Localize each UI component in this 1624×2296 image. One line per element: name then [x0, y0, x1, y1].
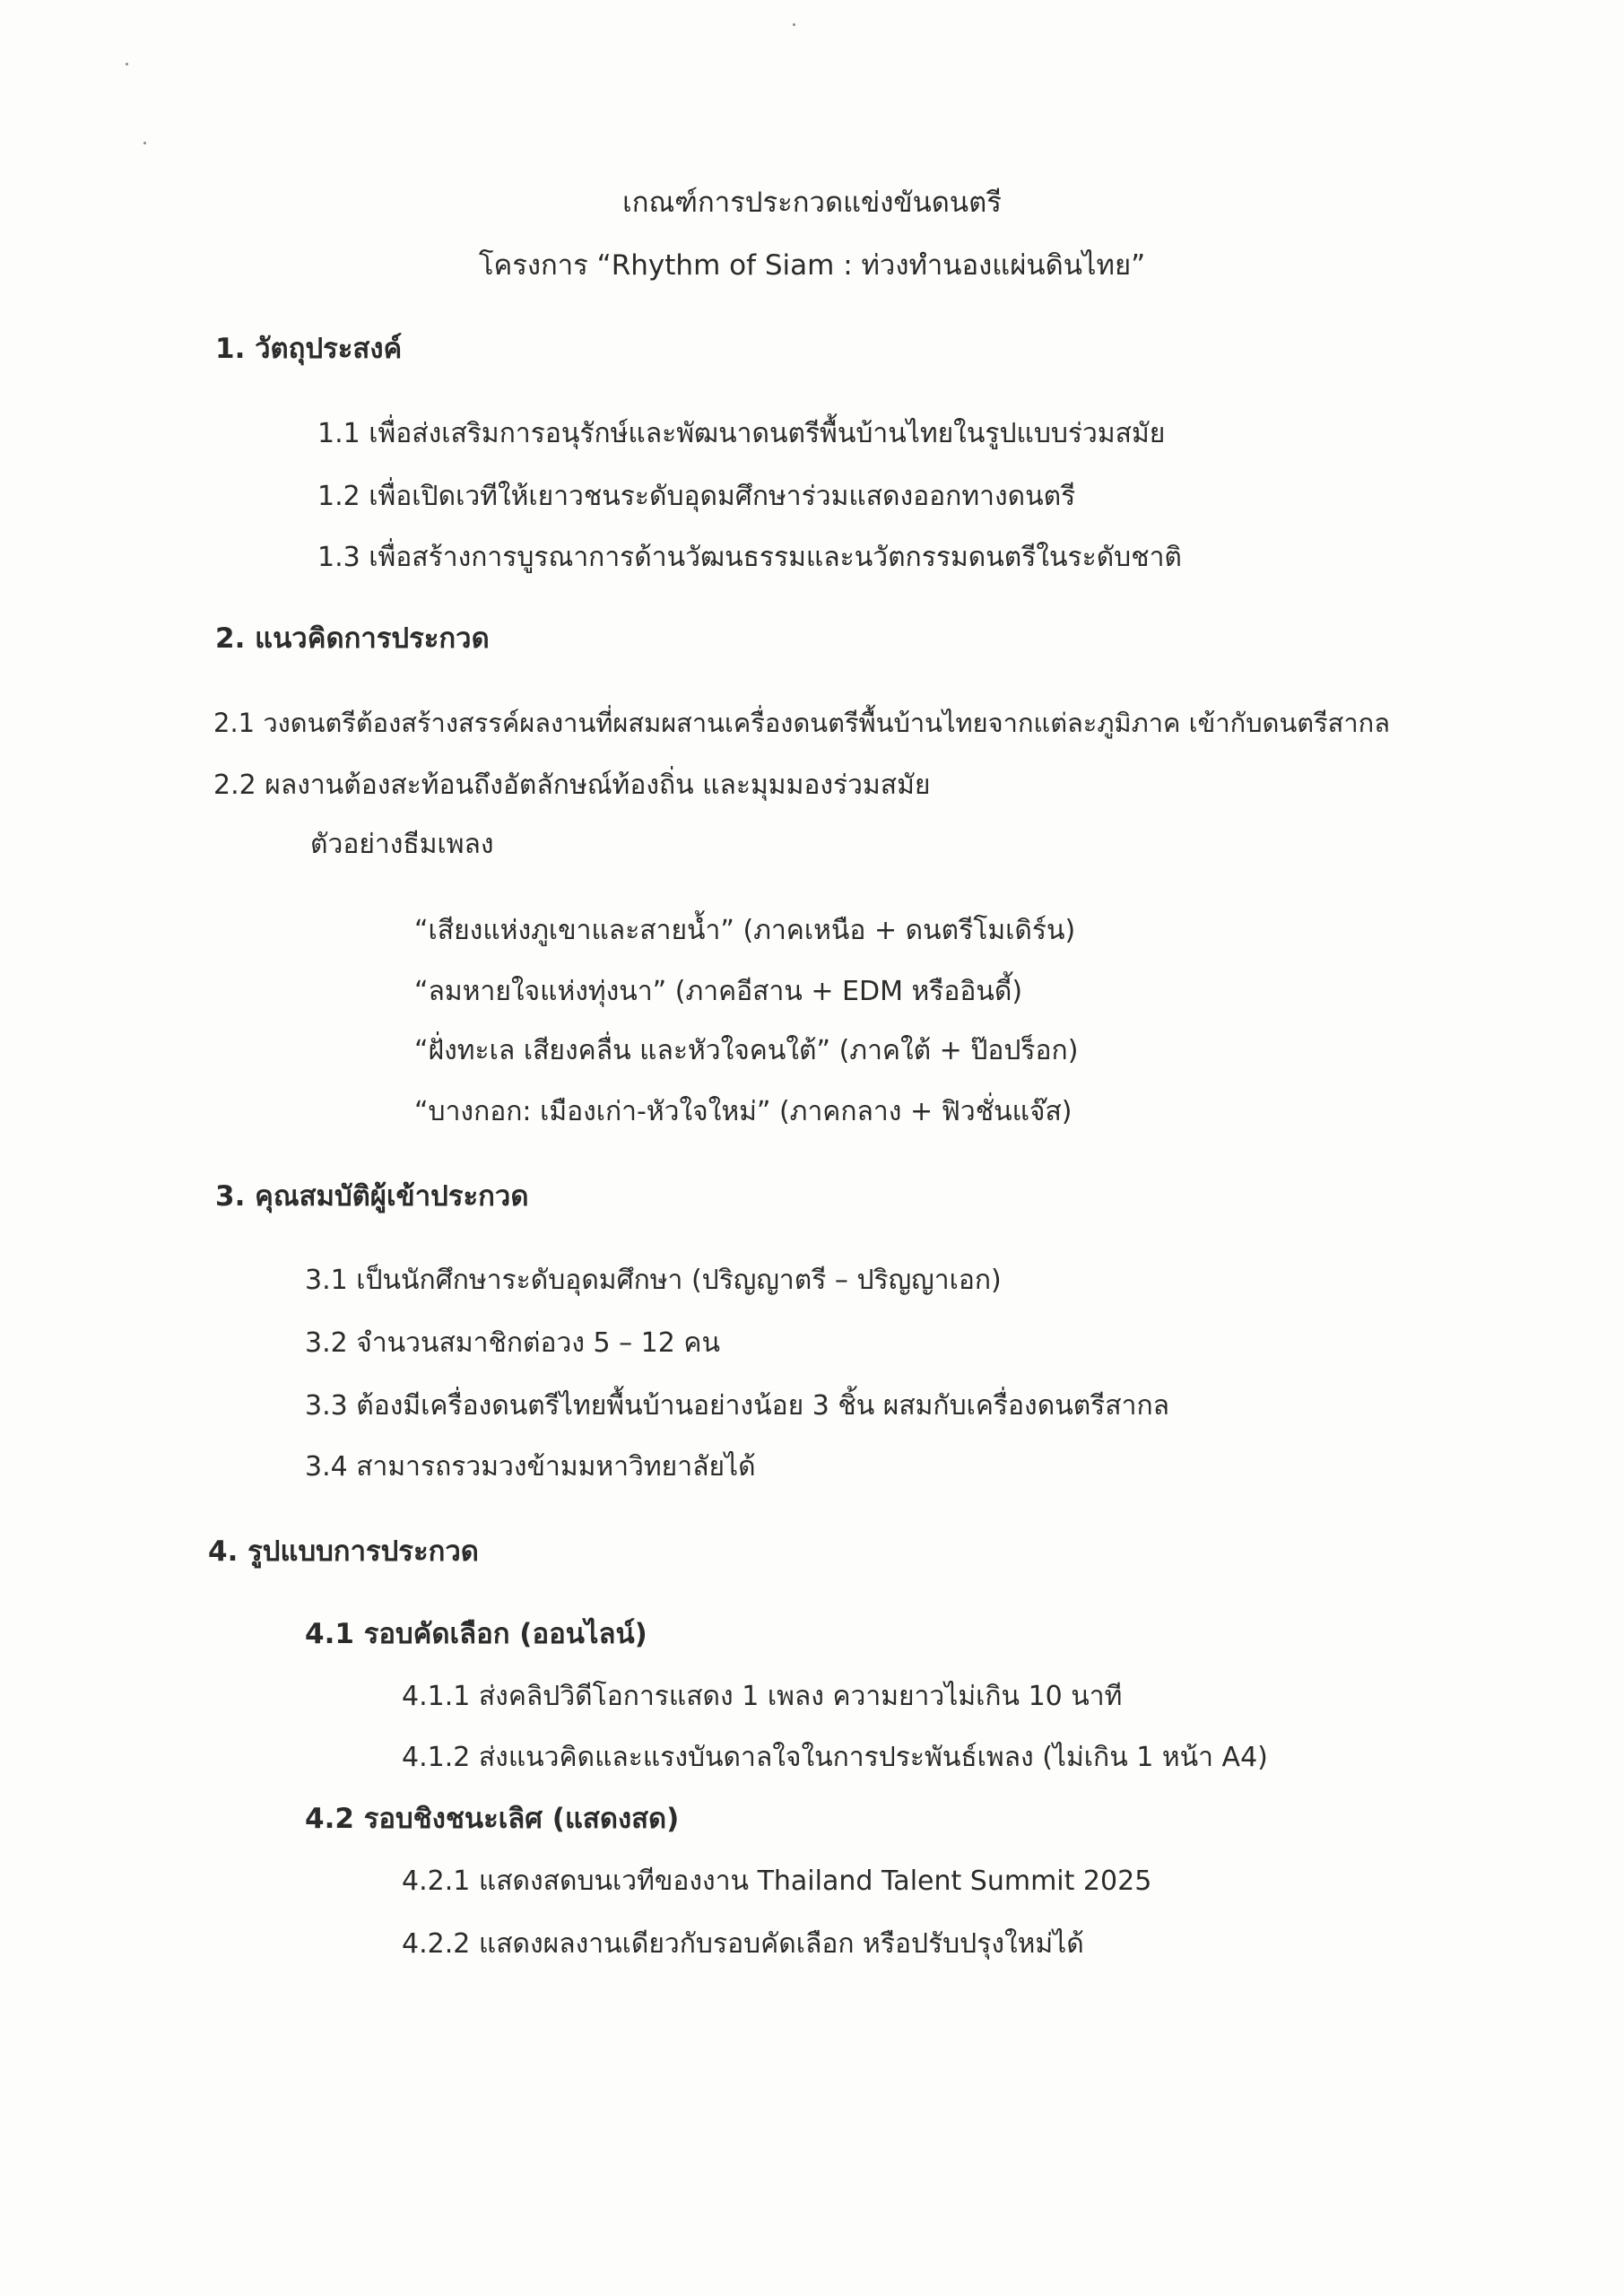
scan-speck — [793, 23, 795, 26]
example-theme: “ฝั่งทะเล เสียงคลื่น และหัวใจคนใต้” (ภาคใต้ + ป๊อปร็อก) — [414, 1035, 1079, 1066]
example-theme: “เสียงแห่งภูเขาและสายน้ำ” (ภาคเหนือ + ดนตรีโมเดิร์น) — [414, 915, 1076, 946]
example-theme: “ลมหายใจแห่งทุ่งนา” (ภาคอีสาน + EDM หรืออินดี้) — [414, 976, 1023, 1007]
section-4-heading: 4. รูปแบบการประกวด — [208, 1535, 479, 1568]
qualification-item: 3.2 จำนวนสมาชิกต่อวง 5 – 12 คน — [305, 1327, 720, 1359]
qualification-item: 3.3 ต้องมีเครื่องดนตรีไทยพื้นบ้านอย่างน้อย 3 ชิ้น ผสมกับเครื่องดนตรีสากล — [305, 1390, 1169, 1422]
examples-label: ตัวอย่างธีมเพลง — [310, 829, 494, 860]
round-1-item: 4.1.2 ส่งแนวคิดและแรงบันดาลใจในการประพันธ์เพลง (ไม่เกิน 1 หน้า A4) — [402, 1742, 1268, 1773]
round-1-item: 4.1.1 ส่งคลิปวิดีโอการแสดง 1 เพลง ความยาวไม่เกิน 10 นาที — [402, 1681, 1123, 1712]
scan-speck — [126, 63, 128, 65]
section-1-heading: 1. วัตถุประสงค์ — [215, 333, 403, 365]
objective-item: 1.2 เพื่อเปิดเวทีให้เยาวชนระดับอุดมศึกษาร่วมแสดงออกทางดนตรี — [317, 481, 1076, 512]
document-title-line2: โครงการ “Rhythm of Siam : ท่วงทำนองแผ่นดินไทย” — [478, 249, 1146, 282]
qualification-item: 3.4 สามารถรวมวงข้ามมหาวิทยาลัยได้ — [305, 1451, 756, 1483]
round-1-heading: 4.1 รอบคัดเลือก (ออนไลน์) — [305, 1618, 647, 1650]
section-3-heading: 3. คุณสมบัติผู้เข้าประกวด — [215, 1180, 529, 1213]
round-2-item: 4.2.1 แสดงสดบนเวทีของงาน Thailand Talent Summit 2025 — [402, 1866, 1152, 1897]
round-2-heading: 4.2 รอบชิงชนะเลิศ (แสดงสด) — [305, 1803, 680, 1835]
section-2-heading: 2. แนวคิดการประกวด — [215, 622, 490, 655]
concept-item: 2.2 ผลงานต้องสะท้อนถึงอัตลักษณ์ท้องถิ่น และมุมมองร่วมสมัย — [213, 770, 931, 801]
document-title-line1: เกณฑ์การประกวดแข่งขันดนตรี — [622, 187, 1002, 219]
objective-item: 1.1 เพื่อส่งเสริมการอนุรักษ์และพัฒนาดนตรีพื้นบ้านไทยในรูปแบบร่วมสมัย — [317, 418, 1166, 449]
example-theme: “บางกอก: เมืองเก่า-หัวใจใหม่” (ภาคกลาง + ฟิวชั่นแจ๊ส) — [414, 1096, 1073, 1127]
round-2-item: 4.2.2 แสดงผลงานเดียวกับรอบคัดเลือก หรือปรับปรุงใหม่ได้ — [402, 1928, 1084, 1960]
concept-item: 2.1 วงดนตรีต้องสร้างสรรค์ผลงานที่ผสมผสานเครื่องดนตรีพื้นบ้านไทยจากแต่ละภูมิภาค เข้ากับดนตรีสากล — [213, 708, 1390, 738]
scan-speck — [143, 142, 146, 144]
objective-item: 1.3 เพื่อสร้างการบูรณาการด้านวัฒนธรรมและนวัตกรรมดนตรีในระดับชาติ — [317, 542, 1182, 573]
qualification-item: 3.1 เป็นนักศึกษาระดับอุดมศึกษา (ปริญญาตรี – ปริญญาเอก) — [305, 1265, 1002, 1296]
